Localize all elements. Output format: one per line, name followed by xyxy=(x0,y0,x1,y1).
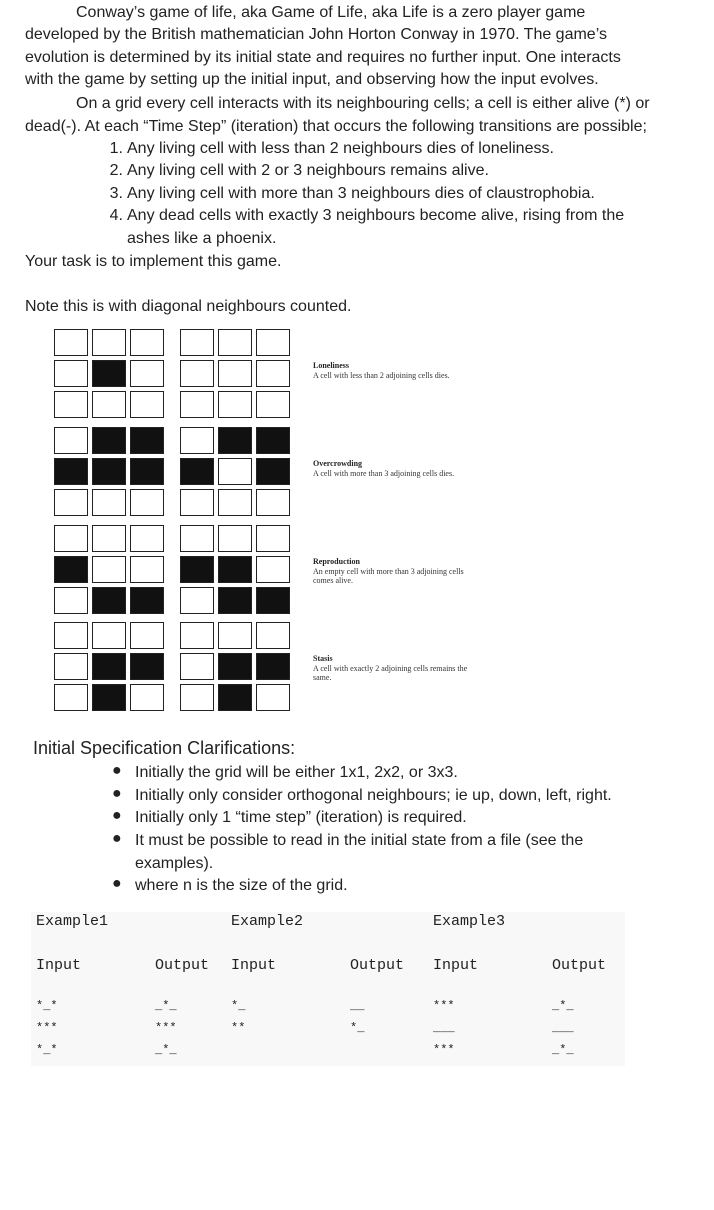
rule-number: 3. xyxy=(109,185,123,202)
spec-bullet-text: where n is the size of the grid. xyxy=(135,877,348,894)
spec-heading: Initial Specification Clarifications: xyxy=(33,738,296,758)
dead-cell xyxy=(130,360,164,387)
dead-cell xyxy=(54,360,88,387)
alive-cell xyxy=(130,458,164,485)
example1-output-row: _*_ xyxy=(155,999,177,1013)
alive-cell xyxy=(218,653,252,680)
spec-bullet-text: Initially only 1 “time step” (iteration) is required. xyxy=(135,809,467,826)
spec-bullet-text-continued: examples). xyxy=(135,855,214,872)
alive-cell xyxy=(218,587,252,614)
dead-cell xyxy=(130,684,164,711)
spec-bullet-item xyxy=(0,807,714,829)
example2-input-row: *_ xyxy=(231,999,246,1013)
diagram-grid-after xyxy=(180,427,290,516)
dead-cell xyxy=(180,622,214,649)
rule-item xyxy=(0,138,714,160)
alive-cell xyxy=(218,427,252,454)
dead-cell xyxy=(54,622,88,649)
alive-cell xyxy=(92,653,126,680)
example3-input-row: *** xyxy=(433,999,455,1013)
diagram-caption-title: Stasis xyxy=(313,654,333,663)
diagram-grid-before xyxy=(54,525,164,614)
dead-cell xyxy=(180,489,214,516)
example3-input-row: *** xyxy=(433,1043,455,1057)
diagram-grid-after xyxy=(180,329,290,418)
alive-cell xyxy=(256,653,290,680)
example2-output-label: Output xyxy=(350,957,405,974)
diagram-caption-desc: An empty cell with more than 3 adjoining cells xyxy=(313,567,464,576)
example1-input-row: *_* xyxy=(36,1043,58,1057)
diagram-grid-after xyxy=(180,622,290,711)
alive-cell xyxy=(218,556,252,583)
dead-cell xyxy=(218,360,252,387)
spec-bullet-text: It must be possible to read in the initial state from a file (see the xyxy=(135,832,584,849)
dead-cell xyxy=(130,489,164,516)
example3-output-row: _*_ xyxy=(552,999,574,1013)
dead-cell xyxy=(92,525,126,552)
spec-bullet-text: Initially only consider orthogonal neighbours; ie up, down, left, right. xyxy=(135,787,612,804)
bullet-icon: ● xyxy=(112,762,122,779)
intro-p1-line3: evolution is determined by its initial state and requires no further input. One interacts xyxy=(25,49,621,66)
dead-cell xyxy=(218,525,252,552)
alive-cell xyxy=(54,556,88,583)
dead-cell xyxy=(54,587,88,614)
dead-cell xyxy=(256,556,290,583)
diagram-caption-title: Overcrowding xyxy=(313,459,363,468)
alive-cell xyxy=(130,653,164,680)
task-statement: Your task is to implement this game. xyxy=(25,253,282,270)
example1-input-label: Input xyxy=(36,957,82,974)
dead-cell xyxy=(92,489,126,516)
diagram-caption xyxy=(313,654,513,682)
rule-item xyxy=(0,205,714,227)
diagram-caption xyxy=(313,557,513,585)
diagram-grid-before xyxy=(54,329,164,418)
alive-cell xyxy=(180,556,214,583)
dead-cell xyxy=(218,458,252,485)
rule-text: Any dead cells with exactly 3 neighbours become alive, rising from the xyxy=(127,207,625,224)
dead-cell xyxy=(180,427,214,454)
rule-number: 1. xyxy=(109,140,123,157)
diagram-caption-desc: A cell with more than 3 adjoining cells dies. xyxy=(313,469,455,478)
rule-item xyxy=(0,160,714,182)
dead-cell xyxy=(54,427,88,454)
example3-input-row: ___ xyxy=(433,1021,455,1035)
dead-cell xyxy=(54,525,88,552)
intro-p1-line2: developed by the British mathematician John Horton Conway in 1970. The game’s xyxy=(25,26,607,43)
dead-cell xyxy=(180,391,214,418)
example2-title: Example2 xyxy=(231,913,304,930)
dead-cell xyxy=(54,684,88,711)
example3-output-row: _*_ xyxy=(552,1043,574,1057)
alive-cell xyxy=(256,587,290,614)
alive-cell xyxy=(130,427,164,454)
spec-bullet-item xyxy=(0,875,714,897)
diagram-caption-desc-continued: comes alive. xyxy=(313,576,353,585)
intro-p1-line1: Conway’s game of life, aka Game of Life, aka Life is a zero player game xyxy=(76,4,586,21)
alive-cell xyxy=(92,587,126,614)
example2-input-row: ** xyxy=(231,1021,246,1035)
example2-input-label: Input xyxy=(231,957,277,974)
dead-cell xyxy=(92,329,126,356)
dead-cell xyxy=(92,622,126,649)
dead-cell xyxy=(256,622,290,649)
dead-cell xyxy=(130,391,164,418)
example1-output-label: Output xyxy=(155,957,210,974)
dead-cell xyxy=(92,556,126,583)
spec-bullet-text: Initially the grid will be either 1x1, 2x2, or 3x3. xyxy=(135,764,458,781)
dead-cell xyxy=(180,525,214,552)
rule-text: Any living cell with 2 or 3 neighbours remains alive. xyxy=(127,162,489,179)
example1-input-row: *_* xyxy=(36,999,58,1013)
spec-bullet-item xyxy=(0,785,714,807)
diagram-caption-title: Reproduction xyxy=(313,557,360,566)
dead-cell xyxy=(130,556,164,583)
alive-cell xyxy=(218,684,252,711)
spec-bullet-item xyxy=(0,762,714,784)
alive-cell xyxy=(92,360,126,387)
dead-cell xyxy=(130,622,164,649)
dead-cell xyxy=(256,391,290,418)
intro-p2-line2: dead(-). At each “Time Step” (iteration) that occurs the following transitions are possible; xyxy=(25,118,647,135)
diagram-grid-before xyxy=(54,622,164,711)
dead-cell xyxy=(180,360,214,387)
rule-item xyxy=(0,183,714,205)
diagram-grid-before xyxy=(54,427,164,516)
dead-cell xyxy=(256,525,290,552)
alive-cell xyxy=(92,458,126,485)
dead-cell xyxy=(130,329,164,356)
rule-text-continued: ashes like a phoenix. xyxy=(127,230,277,247)
diagram-caption xyxy=(313,361,513,380)
example3-output-row: ___ xyxy=(552,1021,574,1035)
diagram-caption-desc: A cell with less than 2 adjoining cells dies. xyxy=(313,371,450,380)
dead-cell xyxy=(256,684,290,711)
diagram-caption xyxy=(313,459,513,478)
dead-cell xyxy=(54,391,88,418)
diagonal-note: Note this is with diagonal neighbours counted. xyxy=(25,298,352,315)
example1-input-row: *** xyxy=(36,1021,58,1035)
bullet-icon: ● xyxy=(112,830,122,847)
examples-table xyxy=(31,912,625,1066)
alive-cell xyxy=(256,427,290,454)
alive-cell xyxy=(130,587,164,614)
diagram-caption-title: Loneliness xyxy=(313,361,350,370)
rule-text: Any living cell with more than 3 neighbours dies of claustrophobia. xyxy=(127,185,595,202)
dead-cell xyxy=(256,329,290,356)
dead-cell xyxy=(218,622,252,649)
diagram-caption-desc-continued: same. xyxy=(313,673,332,682)
example3-output-label: Output xyxy=(552,957,607,974)
alive-cell xyxy=(54,458,88,485)
rule-number: 2. xyxy=(109,162,123,179)
alive-cell xyxy=(256,458,290,485)
example1-output-row: *** xyxy=(155,1021,177,1035)
dead-cell xyxy=(54,653,88,680)
dead-cell xyxy=(130,525,164,552)
dead-cell xyxy=(54,329,88,356)
dead-cell xyxy=(54,489,88,516)
dead-cell xyxy=(92,391,126,418)
alive-cell xyxy=(92,427,126,454)
intro-p2-line1: On a grid every cell interacts with its neighbouring cells; a cell is either alive (*) or xyxy=(76,95,650,112)
diagram-caption-desc: A cell with exactly 2 adjoining cells remains the xyxy=(313,664,468,673)
example3-input-label: Input xyxy=(433,957,479,974)
spec-bullet-item xyxy=(0,830,714,852)
dead-cell xyxy=(218,329,252,356)
bullet-icon: ● xyxy=(112,875,122,892)
dead-cell xyxy=(180,653,214,680)
rule-text: Any living cell with less than 2 neighbours dies of loneliness. xyxy=(127,140,554,157)
dead-cell xyxy=(256,489,290,516)
bullet-icon: ● xyxy=(112,807,122,824)
rule-number: 4. xyxy=(109,207,123,224)
alive-cell xyxy=(92,684,126,711)
example1-output-row: _*_ xyxy=(155,1043,177,1057)
dead-cell xyxy=(218,391,252,418)
bullet-icon: ● xyxy=(112,785,122,802)
dead-cell xyxy=(180,684,214,711)
example2-output-row: *_ xyxy=(350,1021,365,1035)
alive-cell xyxy=(180,458,214,485)
dead-cell xyxy=(180,587,214,614)
diagram-grid-after xyxy=(180,525,290,614)
dead-cell xyxy=(256,360,290,387)
dead-cell xyxy=(180,329,214,356)
example1-title: Example1 xyxy=(36,913,109,930)
intro-p1-line4: with the game by setting up the initial input, and observing how the input evolves. xyxy=(25,71,599,88)
dead-cell xyxy=(218,489,252,516)
example3-title: Example3 xyxy=(433,913,506,930)
example2-output-row: __ xyxy=(350,999,365,1013)
